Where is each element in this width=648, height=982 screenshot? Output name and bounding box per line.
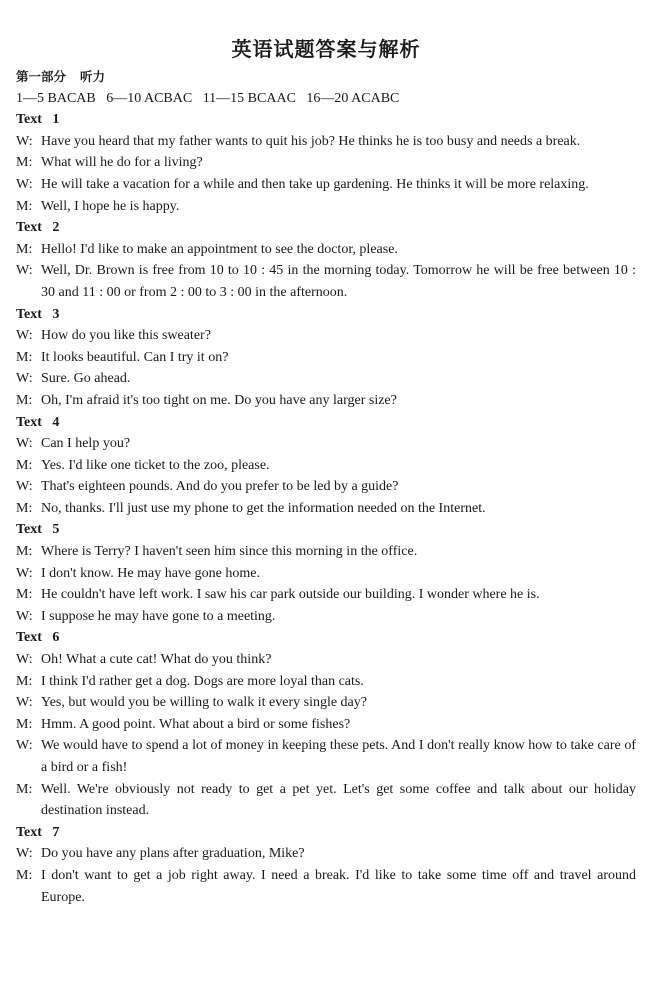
speaker-label: W: [16, 176, 33, 192]
dialogue-line [16, 649, 636, 671]
section-part: 第一部分 [16, 69, 67, 84]
dialogue-text: I suppose he may have gone to a meeting. [41, 608, 276, 624]
dialogue-text: We would have to spend a lot of money in keeping these pets. And I don't really know how to take care of a bird or a fish! [41, 738, 636, 775]
dialogue-line [16, 347, 636, 369]
speaker-label: W: [16, 695, 33, 711]
dialogue-text: I don't know. He may have gone home. [41, 565, 260, 581]
section-heading [16, 66, 636, 88]
dialogue-line [16, 239, 636, 261]
dialogue-text: It looks beautiful. Can I try it on? [41, 349, 229, 365]
dialogue-text: Do you have any plans after graduation, Mike? [41, 846, 305, 862]
dialogue-text: Sure. Go ahead. [41, 371, 131, 387]
speaker-label: W: [16, 479, 33, 495]
speaker-label: M: [16, 241, 33, 257]
dialogue-text: He will take a vacation for a while and then take up gardening. He thinks it will be more relaxing. [41, 176, 589, 192]
text-label: Text 6 [16, 630, 60, 646]
dialogue-line [16, 152, 636, 174]
dialogue-text: Oh! What a cute cat! What do you think? [41, 652, 272, 668]
dialogue-text: I think I'd rather get a dog. Dogs are more loyal than cats. [41, 673, 364, 689]
answer-key: 1—5 BACAB 6—10 ACBAC 11—15 BCAAC 16—20 ACABC [16, 90, 400, 106]
dialogue-line [16, 131, 636, 153]
dialogue-line [16, 671, 636, 693]
speaker-label: M: [16, 867, 33, 883]
text-label: Text 3 [16, 306, 60, 322]
dialogue-line [16, 779, 636, 822]
dialogue-text: Well, I hope he is happy. [41, 198, 180, 214]
text-label: Text 1 [16, 112, 60, 128]
speaker-label: M: [16, 457, 33, 473]
dialogue-line [16, 714, 636, 736]
dialogue-text: Well, Dr. Brown is free from 10 to 10 : 45 in the morning today. Tomorrow he will be free between 10 : 30 and 11 : 00 or from 2 : 00 to 3 : 00 in the afternoon. [41, 263, 636, 300]
dialogue-line [16, 325, 636, 347]
dialogue-line [16, 498, 636, 520]
dialogue-text: Hmm. A good point. What about a bird or some fishes? [41, 716, 351, 732]
dialogue-line [16, 260, 636, 303]
dialogue-text: Yes, but would you be willing to walk it every single day? [41, 695, 367, 711]
speaker-label: W: [16, 263, 33, 279]
speaker-label: W: [16, 846, 33, 862]
dialogue-text: That's eighteen pounds. And do you prefer to be led by a guide? [41, 479, 399, 495]
speaker-label: M: [16, 587, 33, 603]
dialogue-text: I don't want to get a job right away. I need a break. I'd like to take some time off and travel around Europe. [41, 867, 636, 905]
dialogue-text: Well. We're obviously not ready to get a pet yet. Let's get some coffee and talk about our holiday destination instead. [41, 781, 636, 819]
dialogue-line [16, 865, 636, 908]
answer-page [16, 36, 636, 908]
dialogue-text: No, thanks. I'll just use my phone to get the information needed on the Internet. [41, 500, 486, 516]
dialogue-line [16, 196, 636, 218]
speaker-label: M: [16, 673, 33, 689]
dialogue-line [16, 368, 636, 390]
dialogue-line [16, 390, 636, 412]
dialogue-text: Have you heard that my father wants to quit his job? He thinks he is too busy and needs a break. [41, 133, 581, 149]
dialogue-text: Yes. I'd like one ticket to the zoo, please. [41, 457, 270, 473]
page-title: 英语试题答案与解析 [231, 37, 421, 61]
dialogue-line [16, 563, 636, 585]
dialogue-text: He couldn't have left work. I saw his car park outside our building. I wonder where he is. [41, 587, 540, 603]
section-name: 听力 [80, 69, 106, 84]
text-label: Text 5 [16, 522, 60, 538]
dialogue-text: Where is Terry? I haven't seen him since this morning in the office. [41, 544, 418, 560]
speaker-label: M: [16, 544, 33, 560]
speaker-label: M: [16, 155, 33, 171]
dialogue-line [16, 541, 636, 563]
dialogue-line [16, 843, 636, 865]
speaker-label: M: [16, 781, 33, 797]
speaker-label: W: [16, 328, 33, 344]
speaker-label: M: [16, 349, 33, 365]
dialogue-line [16, 584, 636, 606]
dialogue-text: What will he do for a living? [41, 155, 203, 171]
speaker-label: W: [16, 738, 33, 754]
dialogue-text: How do you like this sweater? [41, 328, 211, 344]
speaker-label: M: [16, 392, 33, 408]
text-label: Text 4 [16, 414, 60, 430]
transcript-list [16, 109, 636, 908]
dialogue-text: Hello! I'd like to make an appointment to see the doctor, please. [41, 241, 398, 257]
dialogue-line [16, 692, 636, 714]
dialogue-line [16, 174, 636, 196]
speaker-label: W: [16, 608, 33, 624]
speaker-label: W: [16, 565, 33, 581]
text-label: Text 2 [16, 220, 60, 236]
dialogue-line [16, 455, 636, 477]
speaker-label: M: [16, 716, 33, 732]
speaker-label: W: [16, 133, 33, 149]
speaker-label: W: [16, 436, 33, 452]
speaker-label: M: [16, 500, 33, 516]
dialogue-line [16, 606, 636, 628]
dialogue-line [16, 735, 636, 778]
dialogue-text: Can I help you? [41, 436, 131, 452]
dialogue-line [16, 476, 636, 498]
text-label: Text 7 [16, 824, 60, 840]
speaker-label: M: [16, 198, 33, 214]
dialogue-text: Oh, I'm afraid it's too tight on me. Do you have any larger size? [41, 392, 397, 408]
speaker-label: W: [16, 371, 33, 387]
speaker-label: W: [16, 652, 33, 668]
dialogue-line [16, 433, 636, 455]
